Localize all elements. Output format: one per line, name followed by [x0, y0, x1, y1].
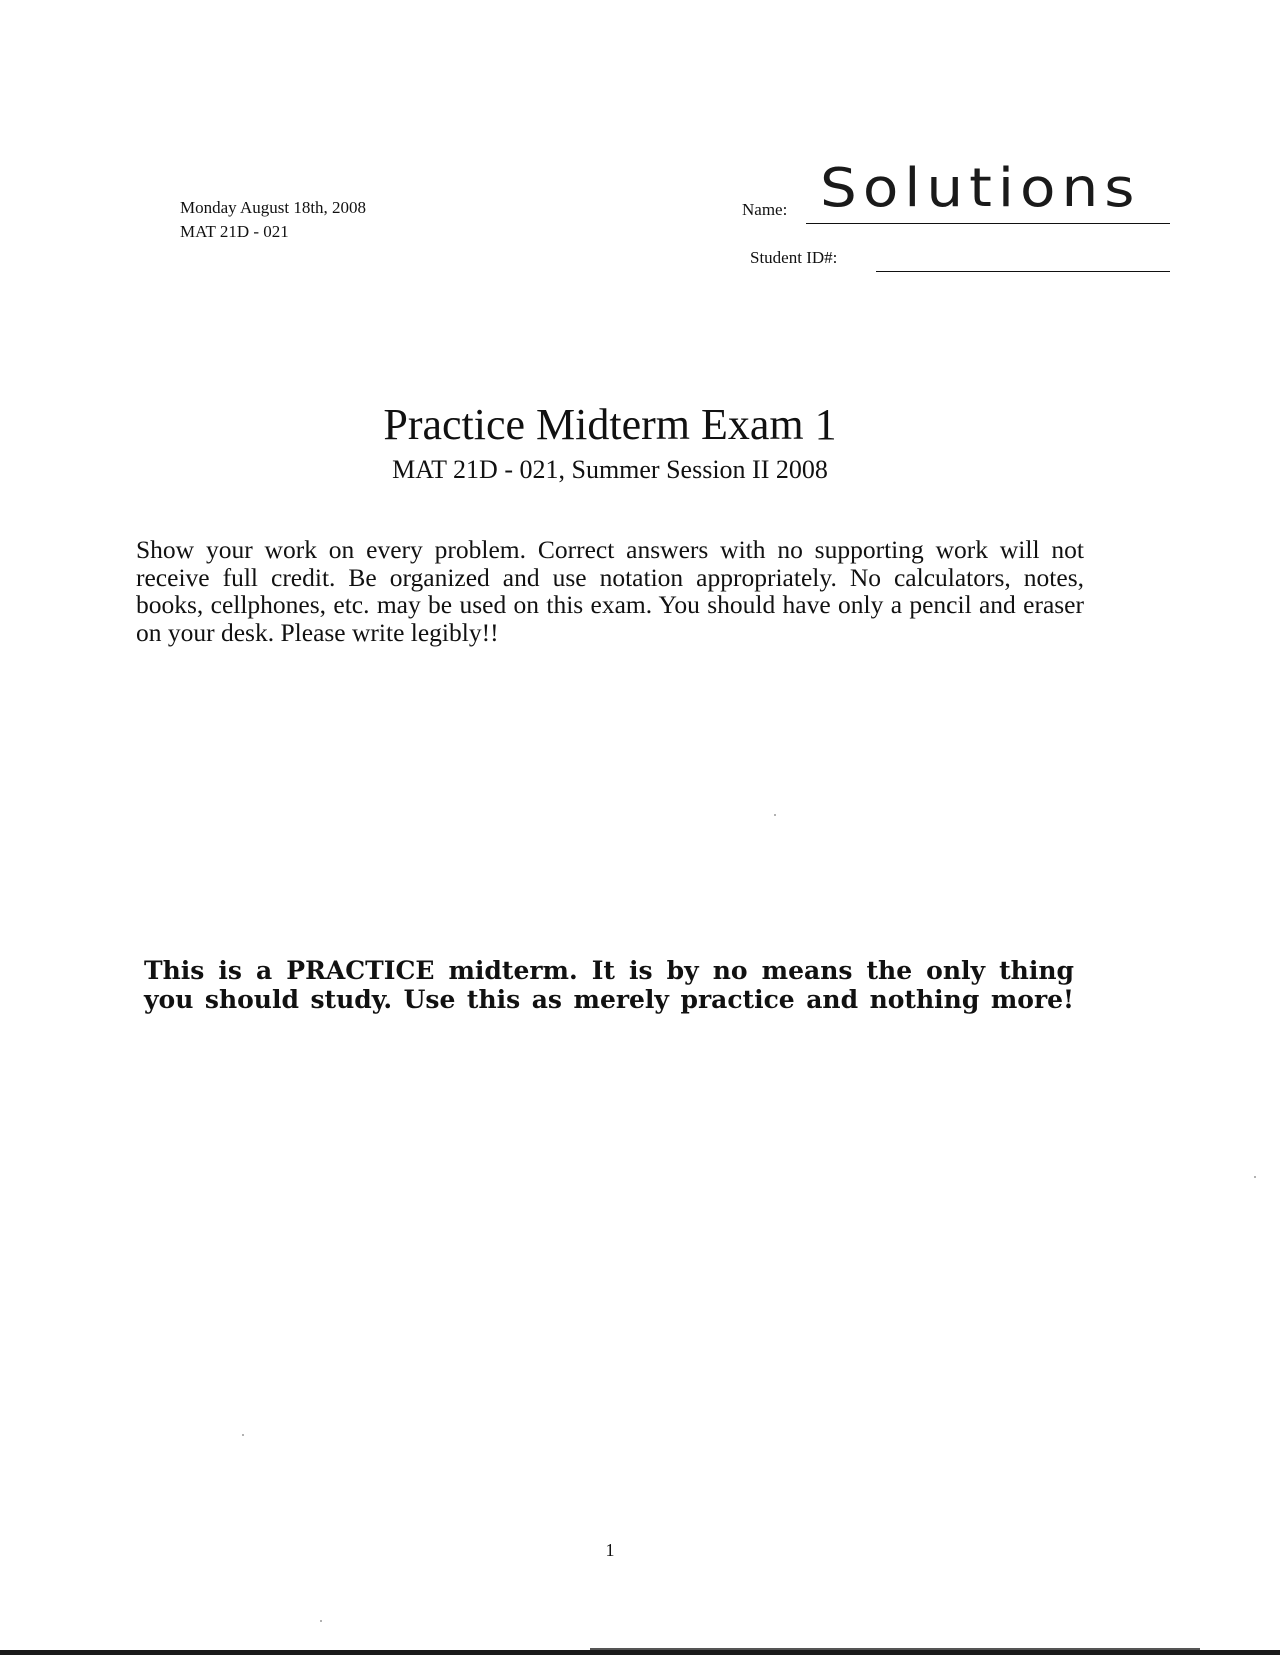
course-code: MAT 21D - 021 — [180, 222, 289, 241]
student-id-field-line — [876, 271, 1170, 272]
scan-bottom-edge-shadow — [590, 1648, 1200, 1650]
exam-instructions: Show your work on every problem. Correct answers with no supporting work will not receive full credit. Be organized and use notation appropriately. No calculators, notes, books, cellphones, etc. may be used on this exam. You should have only a pencil and eraser on your desk. Please write legibly!! — [136, 535, 1084, 647]
practice-notice-line-2: you should study. Use this as merely practice and nothing more! — [144, 985, 1074, 1014]
name-handwritten-value: Solutions — [820, 156, 1141, 219]
name-label: Name: — [742, 200, 788, 219]
practice-notice-line-1: This is a PRACTICE midterm. It is by no means the only thing — [144, 956, 1074, 985]
scan-speck — [242, 1434, 244, 1436]
scan-speck — [320, 1620, 322, 1622]
student-id-label: Student ID#: — [750, 248, 838, 267]
page-subtitle: MAT 21D - 021, Summer Session II 2008 — [392, 455, 828, 484]
page-title: Practice Midterm Exam 1 — [383, 400, 837, 449]
scan-bottom-edge — [0, 1650, 1280, 1655]
page-number: 1 — [605, 1540, 615, 1560]
scan-speck — [1254, 1176, 1256, 1178]
scan-speck — [774, 814, 776, 816]
exam-date: Monday August 18th, 2008 — [180, 198, 367, 217]
name-field-line — [806, 223, 1170, 224]
header-left-block — [180, 196, 366, 244]
practice-notice — [144, 956, 1074, 1014]
